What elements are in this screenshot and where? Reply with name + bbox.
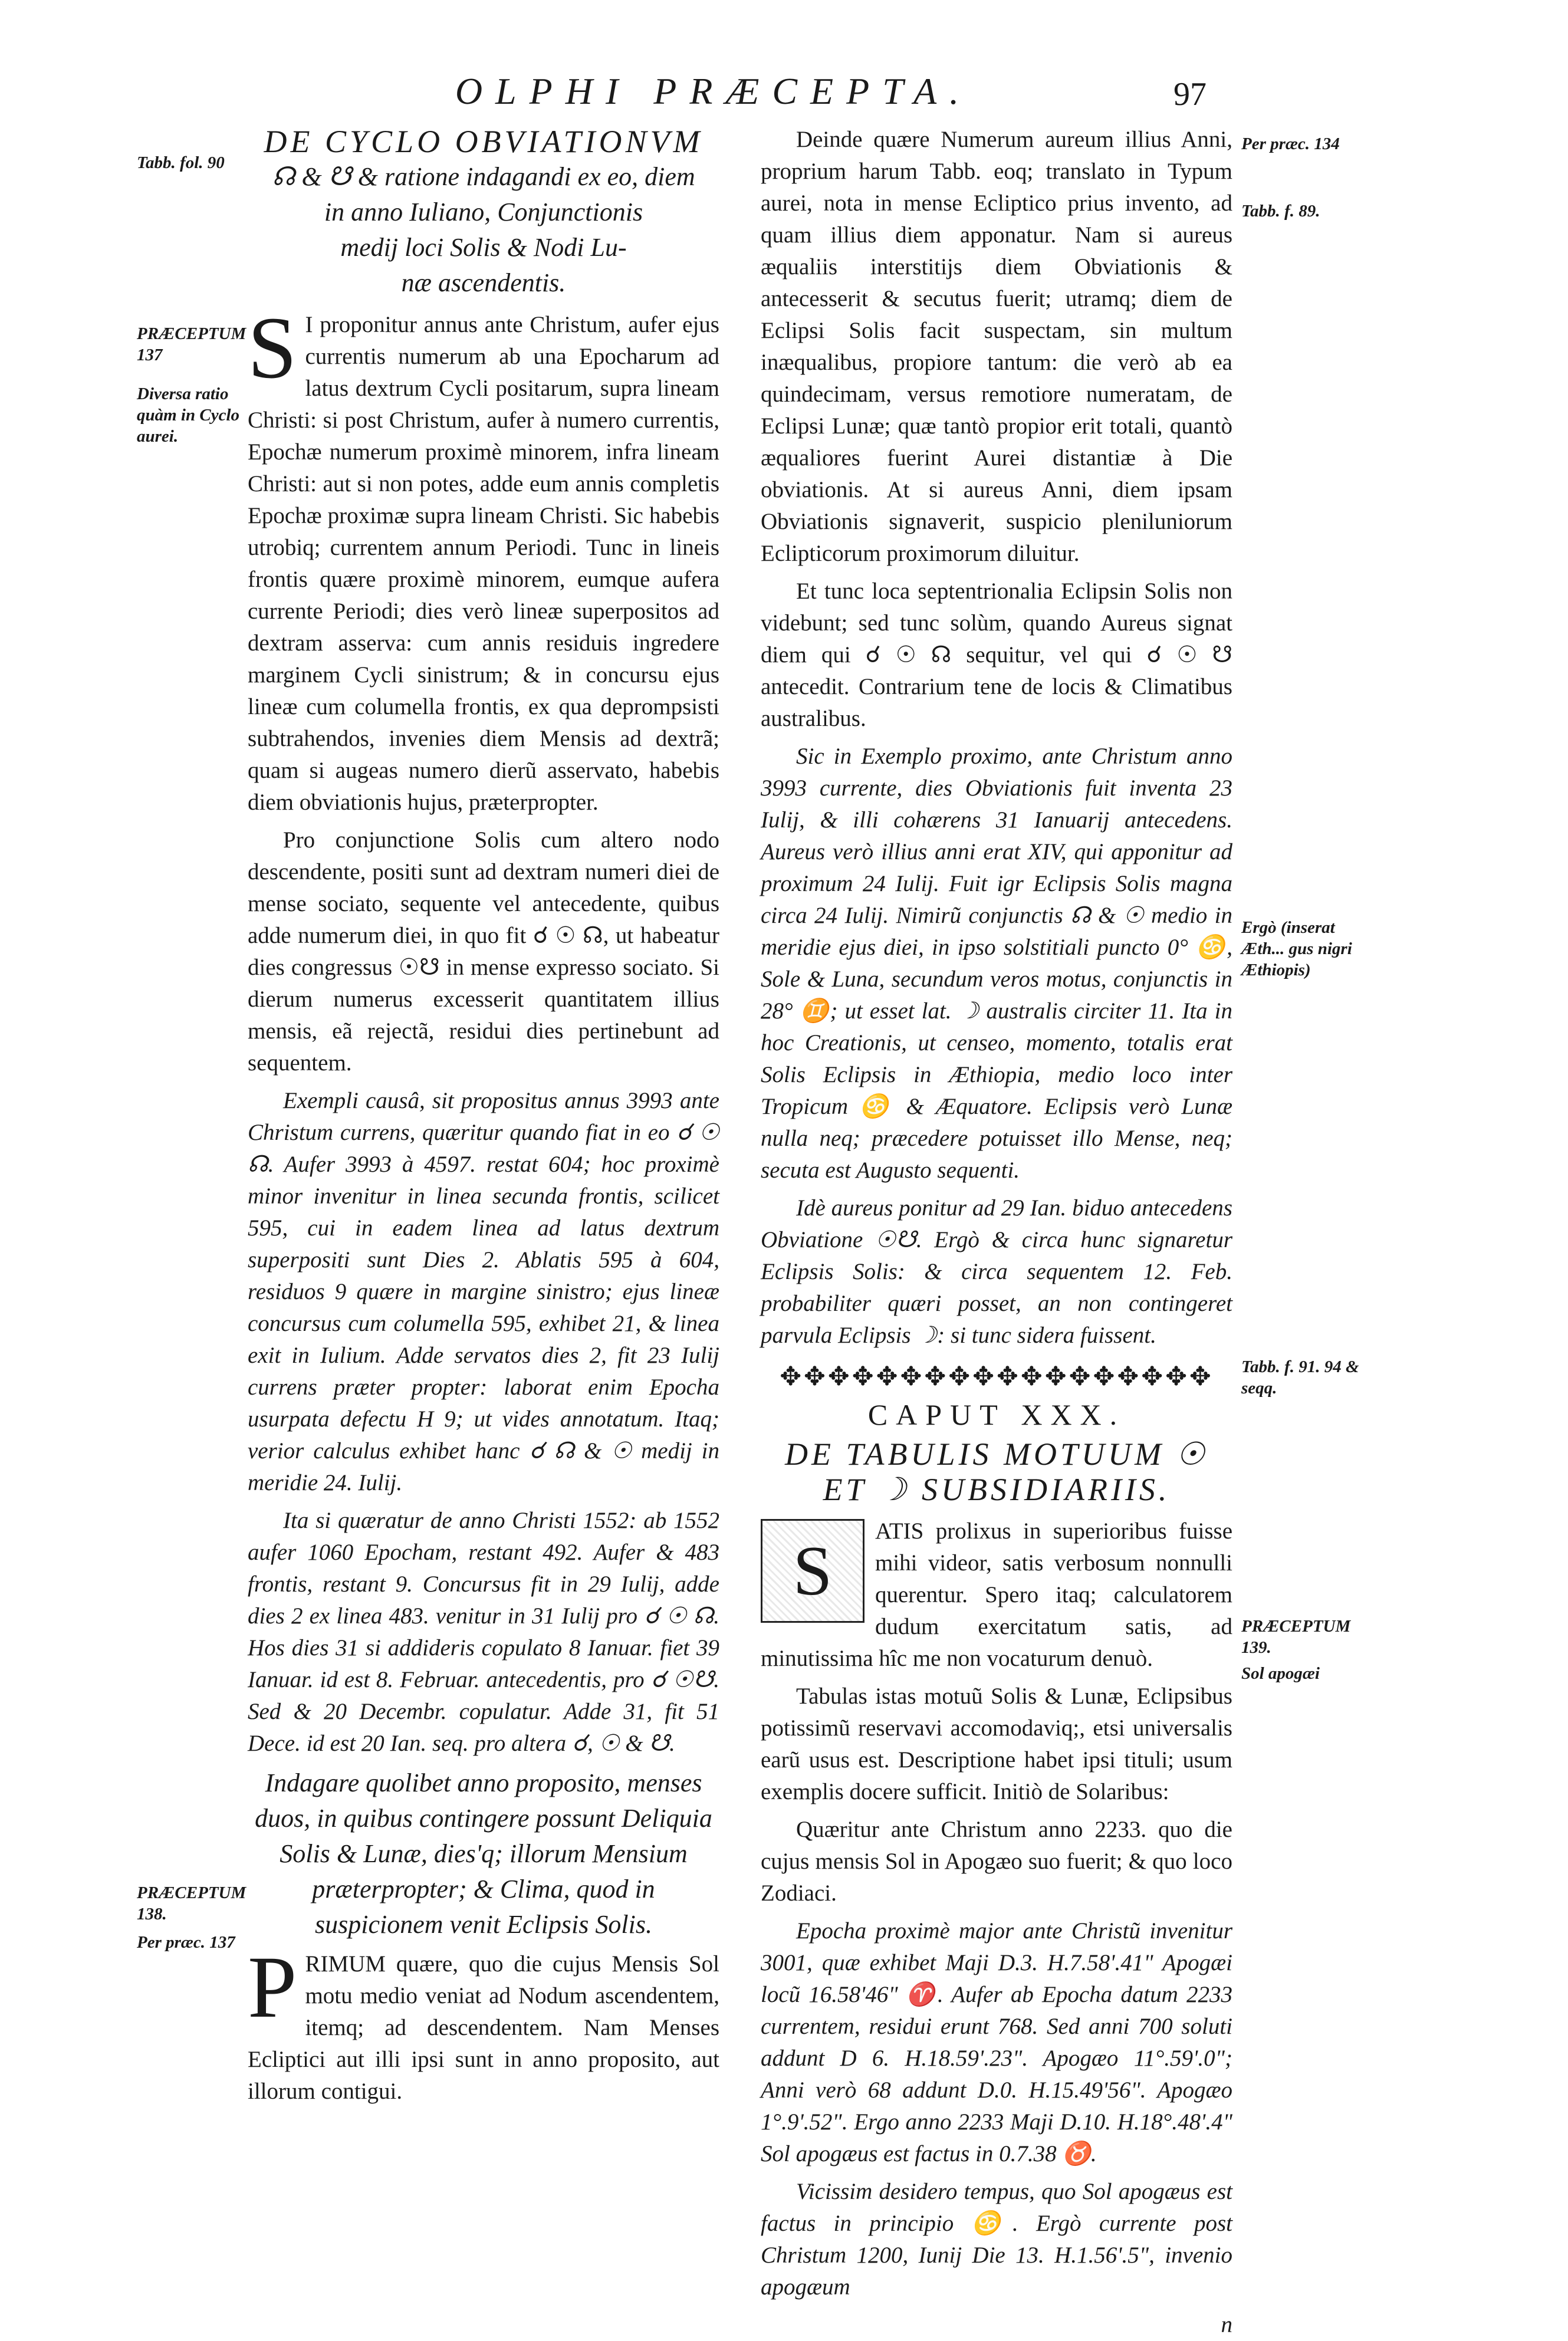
paragraph: Tabulas istas motuũ Solis & Lunæ, Eclipsibus potissimũ reservavi accomodaviq;, etsi universalis earũ usus est. Descriptione habet ipsi tituli; usum exemplis docere sufficit. Initiò de Solaribus: [761, 1684, 1232, 1804]
paragraph-example: Ita si quæratur de anno Christi 1552: ab 1552 aufer 1060 Epocham, restant 492. Aufer & 483 frontis, restant 9. Concursus fit in 29 Iulij, adde dies 2 ex linea 483. venitur in 31 Iulij pro ☌ ☉ ☊. Hos dies 31 si addideris copulato 8 Ianuar. fiet 39 Ianuar. id est 8. Februar. antecedentis, pro ☌ ☉☋. Sed & 20 Decembr. copulatur. Adde 31, fit 51 Dece. id est 20 Ian. seq. pro altera ☌, ☉ & ☋. [248, 1508, 719, 1756]
paragraph-example: Exempli causâ, sit propositus annus 3993 ante Christum currens, quæritur quando fiat in eo ☌ ☉ ☊. Aufer 3993 à 4597. restat 604; hoc proximè minor invenitur in linea secunda frontis, scilicet 595, cui in eadem linea ad latus dextrum superpositi sunt Dies 2. Ablatis 595 à 604, residuos 9 quære in margine sinistro; ejus lineæ concursus cum columella 595, exhibet 21, & linea exit in Iulium. Adde servatos dies 2, fit 23 Iulij currens præter propter: laborat enim Epocha usurpata defectu H 9; ut vides annotatum. Itaq; verior calculus exhibet hanc ☌ ☊ & ☉ medij in meridie 24. Iulij. [248, 1088, 719, 1495]
paragraph: S ATIS prolixus in superioribus fuisse mihi videor, satis verbosum nonnulli querentur. Spero itaq; calculatorem dudum exercitatum satis, ad minutissima hîc me non vocaturum denuò. [761, 1518, 1232, 1671]
marginal-note: PRÆCEPTUM 137 [137, 324, 246, 364]
right-column [761, 124, 1232, 2341]
paragraph-example: Idè aureus ponitur ad 29 Ian. biduo antecedens Obviatione ☉☋. Ergò & circa hunc signaretur Eclipsis Solis: & circa sequentem 12. Feb. probabiliter quæri posset, an non contingeret parvula Eclipsis ☽: si tunc sidera fuissent. [761, 1195, 1232, 1348]
marginal-note: Ergò (inserat Æth... gus nigri Æthiopis) [1241, 918, 1352, 979]
section-heading-tabulis: DE TABULIS MOTUUM ☉ ET ☽ SUBSIDIARIIS. [785, 1436, 1208, 1507]
ornament-band: ✥✥✥✥✥✥✥✥✥✥✥✥✥✥✥✥✥✥ [780, 1362, 1214, 1391]
paragraph: S I proponitur annus ante Christum, aufer ejus currentis numerum ab una Epocharum ad latus dextrum Cycli positarum, supra lineam Christi: si post Christum, aufer à numero currentis, Epochæ numerum proximè minorem, infra lineam Christi: aut si non potes, adde eum annis completis Epochæ proximæ supra lineam Christi. Sic habebis utrobiq; currentem annum Periodi. Tunc in lineis frontis quære proximè minorem, eumque aufera currente Periodi; dies verò lineæ superpositos ad dextram asserva: cum annis residuis ingredere marginem Cycli sinistrum; & in concursu ejus lineæ cum columella frontis, ex qua deprompsisti subtrahendos, invenies diem Mensis ad dextrã; quam si augeas numero dierũ asservato, habebis diem obviationis hujus, præterpropter. [248, 299, 719, 815]
marginal-note: PRÆCEPTUM 139. [1241, 1617, 1351, 1657]
marginal-note: Sol apogæi [1241, 1664, 1320, 1683]
ornate-drop-capital: S [761, 1519, 864, 1623]
paragraph: Pro conjunctione Solis cum altero nodo descendente, positi sunt ad dextram numeri diei de mense sociato, sequente vel antecedente, quibus adde numerum diei, in quo fit ☌ ☉ ☊, ut habeatur dies congressus ☉☋ in mense expresso sociato. Si dierum numerus excesserit quantitatem illius mensis, eã rejectã, residui dies pertinebunt ad sequentem. [248, 827, 719, 1076]
drop-capital: P [248, 1938, 297, 2036]
marginal-note: Diversa ratio quàm in Cyclo aurei. [137, 384, 240, 446]
drop-capital: S [248, 299, 297, 397]
chapter-title: CAPUT XXX. [867, 1398, 1126, 1431]
marginal-note: Tabb. f. 89. [1241, 202, 1320, 221]
marginal-note: Per præc. 134 [1241, 134, 1340, 153]
marginal-note: Per præc. 137 [137, 1933, 235, 1952]
marginal-note: Tabb. fol. 90 [137, 153, 225, 172]
paragraph-example: Sic in Exemplo proximo, ante Christum anno 3993 currente, dies Obviationis fuit inventa 23 Iulij, & illi cohærens 31 Ianuarij antecedens. Aureus verò illius anni erat XIV, qui apponitur ad proximum 24 Iulij. Fuit igr Eclipsis Solis magna circa 24 Iulij. Nimirũ conjunctis ☊ & ☉ medio in meridie ejus diei, in ipso solstitiali puncto 0° ♋, Sole & Luna, secundum veros motus, conjunctis in 28° ♊; ut esset lat. ☽ australis circiter 11. Ita in hoc Creationis, ut censeo, momento, totalis erat Solis Eclipsis in Æthiopia, medio loco inter Tropicum ♋ & Æquatore. Eclipsis verò Lunæ nulla neq; præcedere potuisset illo Mense, neq; secuta est Augusto sequenti. [761, 744, 1232, 1183]
paragraph-example: Vicissim desidero tempus, quo Sol apogæus est factus in principio ♋. Ergò currente post Christum 1200, Iunij Die 13. H.1.56'.5", invenio apogæum [761, 2179, 1232, 2300]
marginal-note: Tabb. f. 91. 94 & seqq. [1241, 1357, 1359, 1398]
paragraph: Deinde quære Numerum aureum illius Anni, proprium harum Tabb. eoq; translato in Typum aurei, nota in mense Ecliptico prius invento, ad quam illius diem apponatur. Nam si aureus æqualiis interstitijs diem Obviationis & antecesserit & secutus fuerit; utramq; diem de Eclipsi Solis facit suspectam, sin multum inæqualibus, propiore tantum: die verò ab ea quindecimam, versus remotiore numeratam, de Eclipsi Lunæ; quæ tantò propior erit totali, quantò æqualiores fuerint Aurei distantiæ à Die obviationis. At si aureus Anni, diem ipsam Obviationis signaverit, suspicio pleniluniorum Eclipticorum proximorum diluitur. [761, 127, 1232, 566]
running-title: OLPHI PRÆCEPTA. [455, 70, 972, 112]
left-column [248, 124, 719, 2113]
catchword: n [1221, 2312, 1232, 2337]
paragraph: P RIMUM quære, quo die cujus Mensis Sol motu medio veniat ad Nodum ascendentem, itemq; ad descendentem. Nam Menses Ecliptici aut illi ipsi sunt in anno proposito, aut illorum contigui. [248, 1938, 719, 2104]
page-number: 97 [1173, 76, 1207, 113]
paragraph: Et tunc loca septentrionalia Eclipsin Solis non videbunt; sed tunc solùm, quando Aureus signat diem qui ☌ ☉ ☊ sequitur, vel qui ☌ ☉ ☋ antecedit. Contrarium tene de locis & Climatibus australibus. [761, 578, 1232, 731]
marginal-note: PRÆCEPTUM 138. [137, 1883, 246, 1924]
section-heading-indagare: Indagare quolibet anno proposito, menses duos, in quibus contingere possunt Deliquia Solis & Lunæ, dies'q; illorum Mensium præterpropter; & Clima, quod in suspicionem venit Eclipsis Solis. [255, 1768, 712, 1939]
paragraph: Quæritur ante Christum anno 2233. quo die cujus mensis Sol in Apogæo suo fuerit; & quo loco Zodiaci. [761, 1817, 1232, 1906]
paragraph-example: Epocha proximè major ante Christũ invenitur 3001, quæ exhibet Maji D.3. H.7.58'.41" Apogæi locũ 16.58'46" ♈. Aufer ab Epocha datum 2233 currentem, residui erunt 768. Sed anni 700 soluti addunt D 6. H.18.59'.23". Apogæo 11°.59'.0"; Anni verò 68 addunt D.0. H.15.49'56". Apogæo 1°.9'.52". Ergo anno 2233 Maji D.10. H.18°.48'.4" Sol apogæus est factus in 0.7.38 ♉. [761, 1918, 1232, 2166]
section-heading-cyclo: DE CYCLO OBVIATIONVM ☊ & ☋ & ratione indagandi ex eo, diem in anno Iuliano, Conjunctionis medij loci Solis & Nodi Lu- næ ascendentis. [264, 124, 704, 297]
